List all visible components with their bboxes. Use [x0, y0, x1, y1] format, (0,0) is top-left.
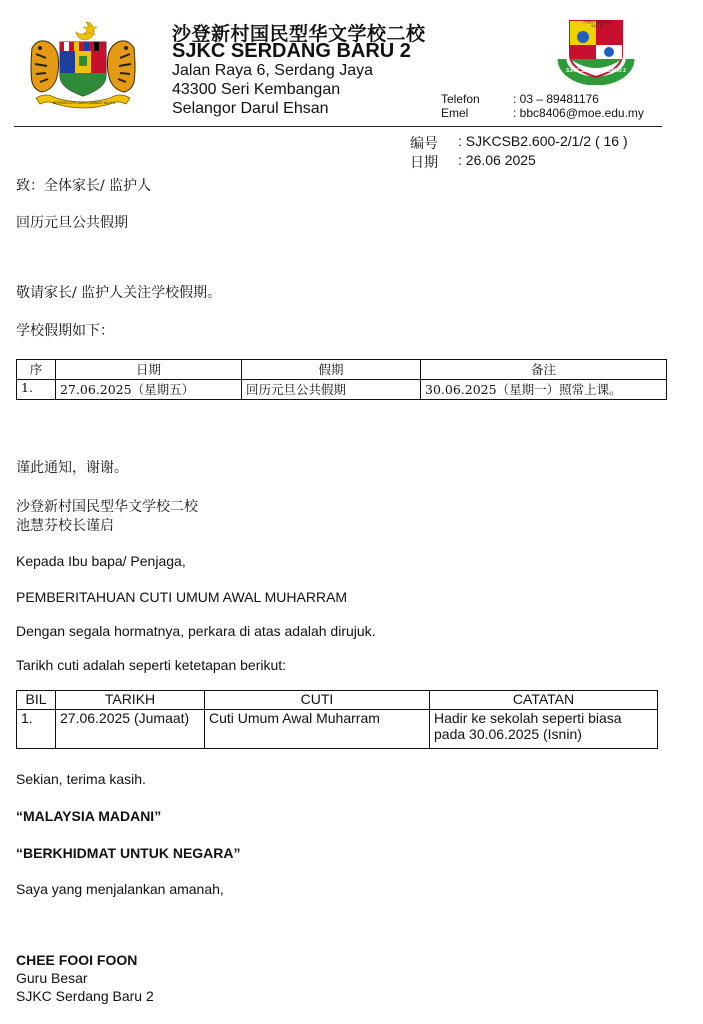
cn-list-intro: 学校假期如下：: [16, 323, 114, 339]
table-row: [17, 710, 658, 749]
ms-salutation: Kepada Ibu bapa/ Penjaga,: [16, 553, 186, 569]
cn-holiday-table: [16, 359, 667, 400]
ref-date-value: : 26.06 2025: [458, 152, 536, 168]
telefon-label: Telefon: [441, 92, 480, 106]
table-header-cell: 日期: [56, 360, 242, 380]
header-divider: [14, 126, 662, 127]
school-name: SJKC SERDANG BARU 2: [172, 40, 411, 62]
table-header-row: [17, 691, 658, 710]
signatory-school: SJKC Serdang Baru 2: [16, 988, 154, 1004]
school-name-chinese: 沙登新村国民型华文学校二校: [172, 23, 426, 45]
ms-subject: PEMBERITAHUAN CUTI UMUM AWAL MUHARRAM: [16, 589, 348, 605]
ref-date-label: 日期: [410, 155, 438, 171]
signatory-title: Guru Besar: [16, 970, 88, 986]
table-header-row: [17, 360, 667, 380]
ref-no-value: : SJKCSB2.600-2/1/2 ( 16 ): [458, 133, 628, 149]
cn-intro: 敬请家长/ 监护人关注学校假期。: [16, 285, 222, 301]
ms-holiday-table: [16, 690, 658, 749]
table-cell: 1.: [17, 380, 56, 400]
table-header-cell: BIL: [17, 691, 56, 710]
ref-no-label: 编号: [410, 136, 438, 152]
cn-salutation: 致：全体家长/ 监护人: [16, 178, 152, 194]
address-line-1: Jalan Raya 6, Serdang Jaya: [172, 62, 374, 79]
ms-sign-intro: Saya yang menjalankan amanah,: [16, 881, 224, 897]
crest-motto: BERSEKUTU BERTAMBAH MUTU: [52, 100, 116, 105]
emel-value: : bbc8406@moe.edu.my: [513, 106, 644, 120]
cn-subject: 回历元旦公共假期: [16, 215, 128, 231]
table-cell: Cuti Umum Awal Muharram: [205, 710, 430, 749]
national-crest-logo: [24, 18, 142, 110]
address-line-2: 43300 Seri Kembangan: [172, 81, 341, 98]
table-cell: Hadir ke sekolah seperti biasa pada 30.06.2025 (Isnin): [430, 710, 658, 749]
table-cell: 27.06.2025 (Jumaat): [56, 710, 205, 749]
cn-closing: 谨此通知，谢谢。: [16, 460, 128, 476]
table-cell: 回历元旦公共假期: [242, 380, 421, 400]
table-header-cell: 序: [17, 360, 56, 380]
table-header-cell: CUTI: [205, 691, 430, 710]
telefon-value: : 03 – 89481176: [513, 92, 599, 106]
ms-list-intro: Tarikh cuti adalah seperti ketetapan berikut:: [16, 657, 287, 673]
table-header-cell: TARIKH: [56, 691, 205, 710]
emel-label: Emel: [441, 106, 469, 120]
cn-sign-name: 池慧芬校长谨启: [16, 518, 114, 534]
ms-slogan-1: “MALAYSIA MADANI”: [16, 808, 162, 824]
table-cell: 30.06.2025（星期一）照常上课。: [421, 380, 667, 400]
table-header-cell: 假期: [242, 360, 421, 380]
school-logo-top-text: 沙登新村 国民型华文 学校二校: [583, 20, 611, 28]
table-cell: 1.: [17, 710, 56, 749]
ms-slogan-2: “BERKHIDMAT UNTUK NEGARA”: [16, 845, 241, 861]
signatory-name: CHEE FOOI FOON: [16, 952, 138, 968]
table-cell: 27.06.2025（星期五）: [56, 380, 242, 400]
table-row: [17, 380, 667, 400]
ms-intro: Dengan segala hormatnya, perkara di atas adalah dirujuk.: [16, 623, 376, 639]
table-header-cell: CATATAN: [430, 691, 658, 710]
table-header-cell: 备注: [421, 360, 667, 380]
school-logo-arc-text: SJKC SERDANG BARU 2: [566, 68, 626, 74]
address-line-3: Selangor Darul Ehsan: [172, 100, 329, 117]
ms-closing: Sekian, terima kasih.: [16, 771, 146, 787]
cn-sign-school: 沙登新村国民型华文学校二校: [16, 499, 198, 515]
